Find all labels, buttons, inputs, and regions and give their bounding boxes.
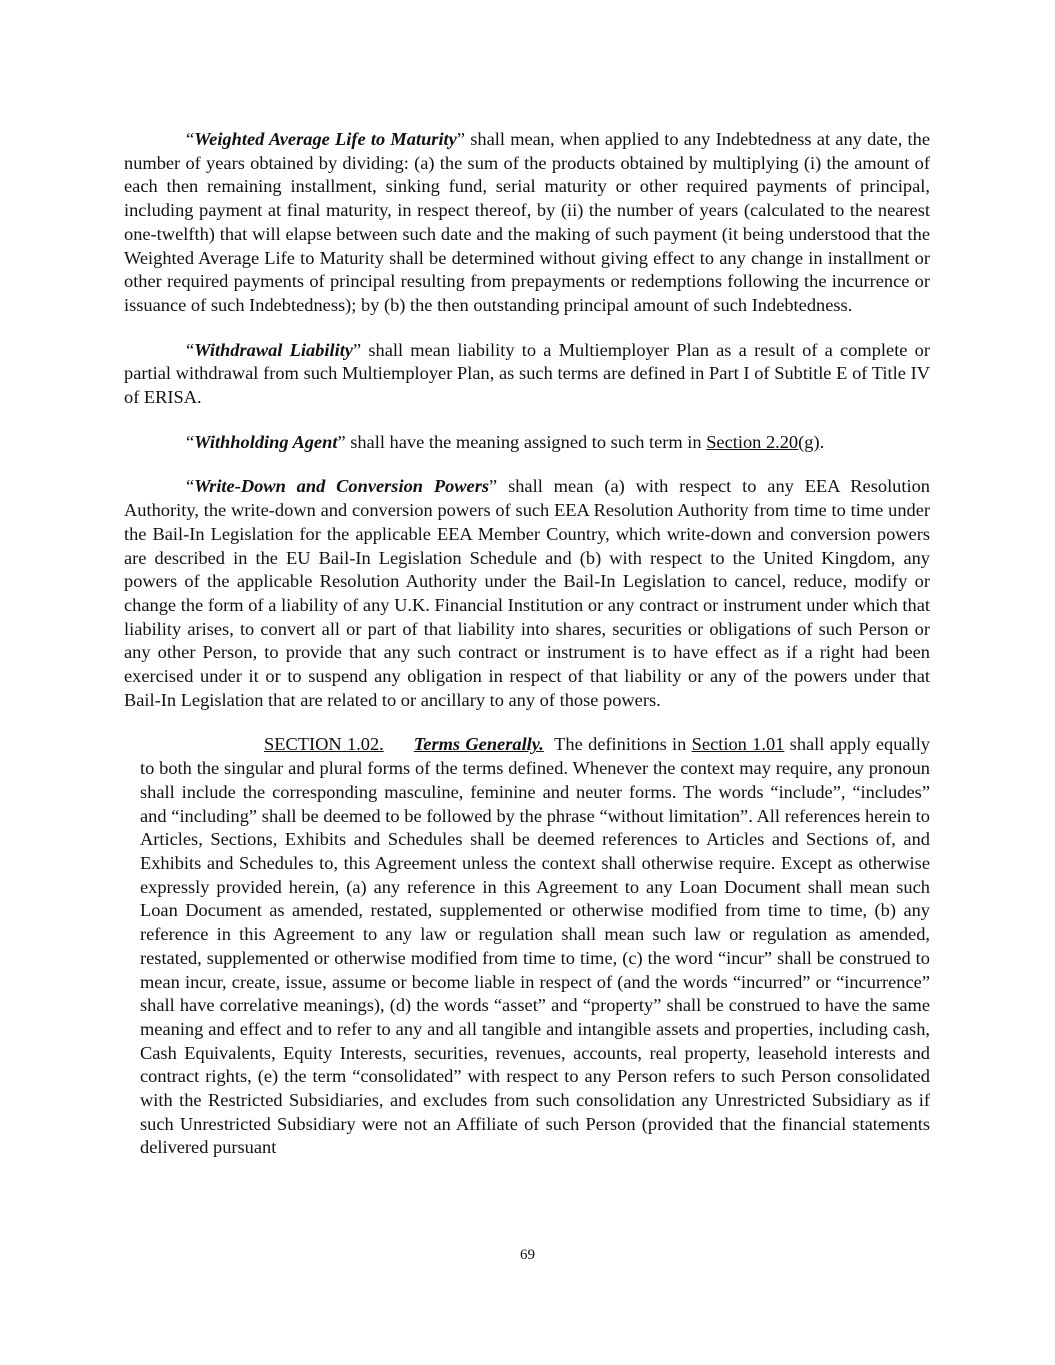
- section-number: SECTION 1.02.: [264, 734, 384, 755]
- section-1-02-terms-generally: [124, 733, 930, 1160]
- section-text-intro: The definitions in: [543, 734, 692, 755]
- definition-weighted-average-life-to-maturity: [124, 128, 930, 318]
- section-reference-link: Section 1.01: [691, 734, 785, 755]
- definition-text: shall mean, when applied to any Indebtedness at any date, the number of years obtained by dividing: (a) the sum of the products obtained by multiplying (i) the amount of each then remaining installment, sinking fund, serial maturity or other required payments of principal, including payment at final maturity, in respect thereof, by (ii) the number of years (calculated to the nearest one-twelfth) that will elapse between such date and the making of such payment (it being understood that the Weighted Average Life to Maturity shall be determined without giving effect to any change in installment or other required payments of principal resulting from prepayments or redemptions following the incurrence or issuance of such Indebtedness); by (b) the then outstanding principal amount of such Indebtedness.: [124, 129, 931, 315]
- defined-term: Weighted Average Life to Maturity: [194, 129, 457, 149]
- definition-text: shall mean liability to a Multiemployer Plan as a result of a complete or partial withdrawal from such Multiemployer Plan, as such terms are defined in Part I of Subtitle E of Title IV of ERISA.: [124, 339, 931, 408]
- definition-text: shall have the meaning assigned to such term in: [345, 431, 707, 452]
- defined-term: Withdrawal Liability: [194, 339, 353, 360]
- open-quote: “: [186, 129, 195, 149]
- document-page: [124, 128, 930, 1160]
- definition-text: shall mean (a) with respect to any EEA Resolution Authority, the write-down and conversion powers of such EEA Resolution Authority from time to time under the Bail-In Legislation for the applicable EEA Member Country, which write-down and conversion powers are described in the EU Bail-In Legislation Schedule and (b) with respect to the United Kingdom, any powers of the applicable Resolution Authority under the Bail-In Legislation to cancel, reduce, modify or change the form of a liability of any U.K. Financial Institution or any contract or instrument under which that liability arises, to convert all or part of that liability into shares, securities or obligations of such Person or any other Person, to provide that any such contract or instrument is to have effect as if a right had been exercised under it or to suspend any obligation in respect of that liability or any of the powers under that Bail-In Legislation that are related to or ancillary to any of those powers.: [124, 476, 930, 710]
- open-quote: “: [186, 431, 195, 452]
- section-reference-link: Section 2.20(g): [706, 431, 820, 452]
- section-title: Terms Generally.: [413, 734, 544, 755]
- defined-term: Withholding Agent: [194, 431, 338, 452]
- close-quote: ”: [489, 476, 498, 497]
- definition-suffix: .: [819, 431, 825, 452]
- close-quote: ”: [352, 339, 362, 360]
- close-quote: ”: [337, 431, 346, 452]
- defined-term: Write-Down and Conversion Powers: [194, 476, 490, 497]
- definition-write-down-and-conversion-powers: [124, 475, 930, 712]
- page-number: 69: [520, 1247, 535, 1263]
- open-quote: “: [186, 476, 195, 497]
- section-body-text: shall apply equally to both the singular and plural forms of the terms defined. Whenever the context may require, any pronoun shall include the corresponding masculine, feminine and neuter forms. The words “include”, “includes” and “including” shall be deemed to be followed by the phrase “without limitation”. All references herein to Articles, Sections, Exhibits and Schedules shall be deemed references to Articles and Sections of, and Exhibits and Schedules to, this Agreement unless the context shall otherwise require. Except as otherwise expressly provided herein, (a) any reference in this Agreement to any Loan Document shall mean such Loan Document as amended, restated, supplemented or otherwise modified from time to time, (b) any reference in this Agreement to any law or regulation shall mean such law or regulation as amended, restated, supplemented or otherwise modified from time to time, (c) the word “incur” shall be construed to mean incur, create, issue, assume or become liable in respect of (and the words “incurred” or “incurrence” shall have correlative meanings), (d) the words “asset” and “property” shall be construed to have the same meaning and effect and to refer to any and all tangible and intangible assets and properties, including cash, Cash Equivalents, Equity Interests, securities, revenues, accounts, real property, leasehold interests and contract rights, (e) the term “consolidated” with respect to any Person refers to such Person consolidated with the Restricted Subsidiaries, and excludes from such consolidation any Unrestricted Subsidiary as if such Unrestricted Subsidiary were not an Affiliate of such Person (provided that the financial statements delivered pursuant: [140, 734, 931, 1158]
- definition-withholding-agent: [124, 431, 930, 455]
- close-quote: ”: [456, 129, 466, 149]
- open-quote: “: [186, 339, 195, 360]
- definition-withdrawal-liability: [124, 339, 930, 410]
